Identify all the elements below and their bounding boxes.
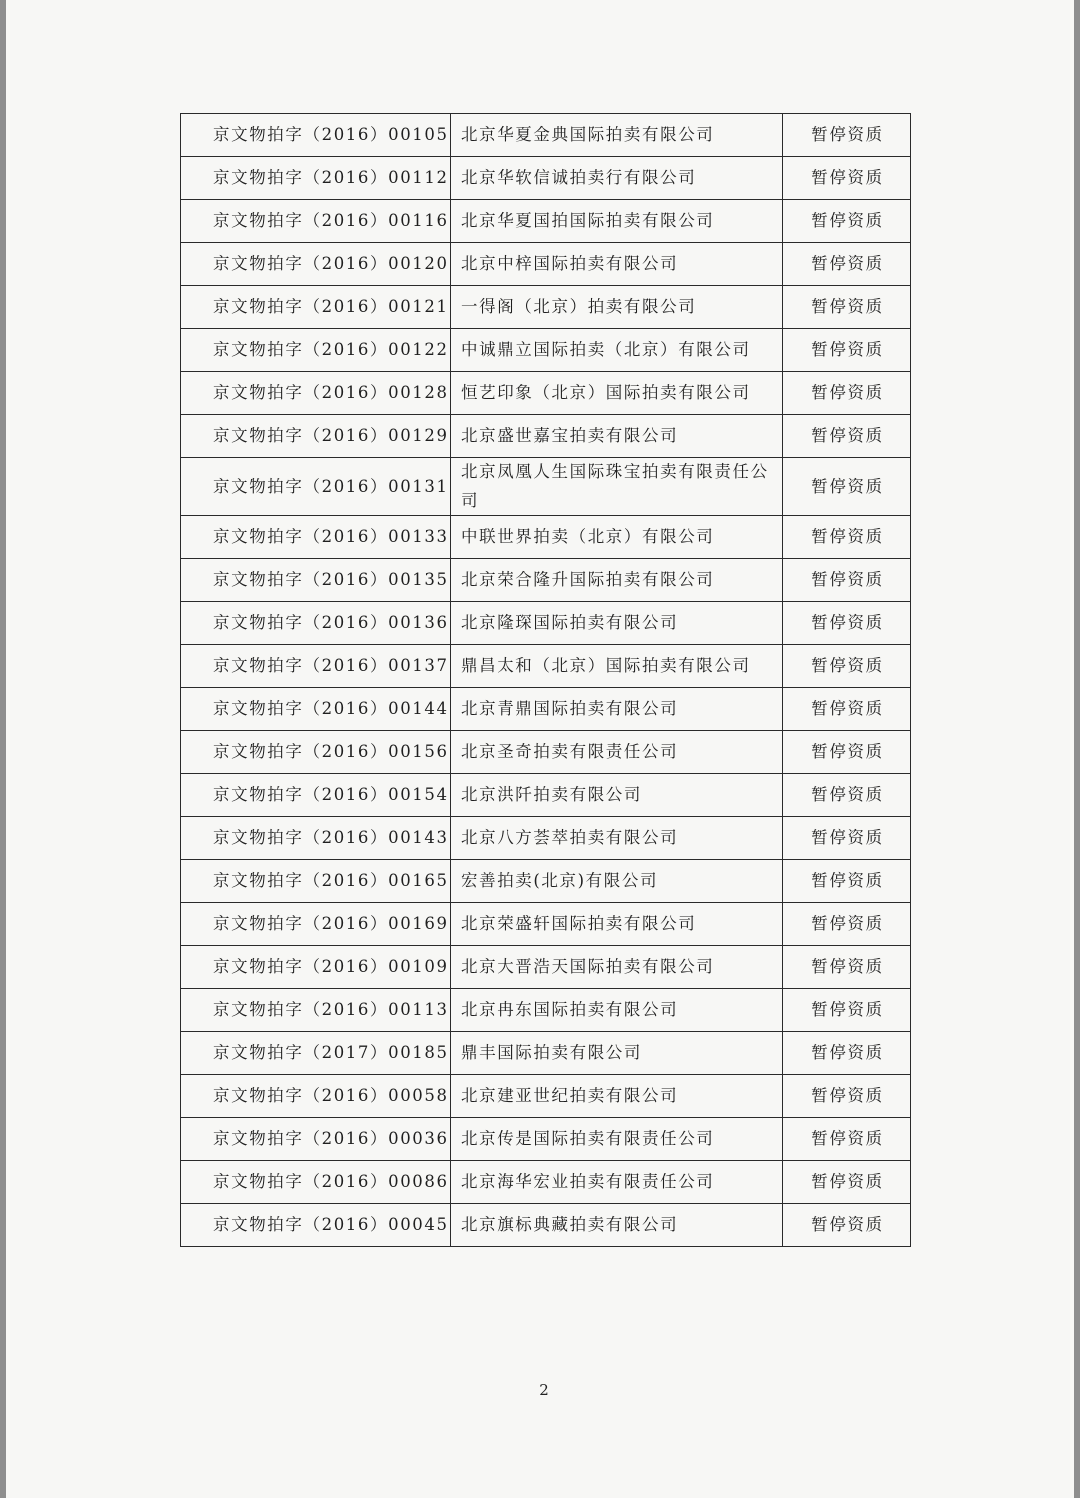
license-number-cell: 京文物拍字（2016）00121 xyxy=(181,286,451,329)
company-name-cell: 一得阁（北京）拍卖有限公司 xyxy=(451,286,783,329)
status-cell: 暂停资质 xyxy=(783,559,911,602)
table-row xyxy=(181,817,911,860)
company-name-cell: 北京盛世嘉宝拍卖有限公司 xyxy=(451,415,783,458)
status-cell: 暂停资质 xyxy=(783,1118,911,1161)
company-name-cell: 北京荣合隆升国际拍卖有限公司 xyxy=(451,559,783,602)
table-row xyxy=(181,372,911,415)
company-name-cell: 北京隆琛国际拍卖有限公司 xyxy=(451,602,783,645)
company-name-cell: 北京华夏金典国际拍卖有限公司 xyxy=(451,114,783,157)
status-cell: 暂停资质 xyxy=(783,329,911,372)
status-cell: 暂停资质 xyxy=(783,989,911,1032)
company-name-cell: 鼎丰国际拍卖有限公司 xyxy=(451,1032,783,1075)
status-cell: 暂停资质 xyxy=(783,286,911,329)
company-name-cell: 恒艺印象（北京）国际拍卖有限公司 xyxy=(451,372,783,415)
table-row xyxy=(181,860,911,903)
status-cell: 暂停资质 xyxy=(783,415,911,458)
status-cell: 暂停资质 xyxy=(783,903,911,946)
table-row xyxy=(181,602,911,645)
table-row xyxy=(181,1118,911,1161)
table-body xyxy=(181,114,911,1247)
license-number-cell: 京文物拍字（2016）00165 xyxy=(181,860,451,903)
company-name-cell: 鼎昌太和（北京）国际拍卖有限公司 xyxy=(451,645,783,688)
license-number-cell: 京文物拍字（2016）00116 xyxy=(181,200,451,243)
status-cell: 暂停资质 xyxy=(783,200,911,243)
company-name-cell: 北京洪阡拍卖有限公司 xyxy=(451,774,783,817)
company-name-cell: 北京凤凰人生国际珠宝拍卖有限责任公司 xyxy=(451,458,783,516)
status-cell: 暂停资质 xyxy=(783,688,911,731)
license-number-cell: 京文物拍字（2016）00045 xyxy=(181,1204,451,1247)
license-number-cell: 京文物拍字（2017）00185 xyxy=(181,1032,451,1075)
table-row xyxy=(181,243,911,286)
table-row xyxy=(181,1161,911,1204)
license-number-cell: 京文物拍字（2016）00129 xyxy=(181,415,451,458)
company-name-cell: 北京华夏国拍国际拍卖有限公司 xyxy=(451,200,783,243)
company-name-cell: 北京青鼎国际拍卖有限公司 xyxy=(451,688,783,731)
license-number-cell: 京文物拍字（2016）00135 xyxy=(181,559,451,602)
table-row xyxy=(181,458,911,516)
license-number-cell: 京文物拍字（2016）00144 xyxy=(181,688,451,731)
license-number-cell: 京文物拍字（2016）00113 xyxy=(181,989,451,1032)
license-number-cell: 京文物拍字（2016）00131 xyxy=(181,458,451,516)
table-row xyxy=(181,157,911,200)
status-cell: 暂停资质 xyxy=(783,946,911,989)
status-cell: 暂停资质 xyxy=(783,157,911,200)
document-page xyxy=(6,0,1074,1498)
table-row xyxy=(181,329,911,372)
license-number-cell: 京文物拍字（2016）00086 xyxy=(181,1161,451,1204)
license-number-cell: 京文物拍字（2016）00112 xyxy=(181,157,451,200)
table-row xyxy=(181,114,911,157)
company-name-cell: 北京建亚世纪拍卖有限公司 xyxy=(451,1075,783,1118)
license-number-cell: 京文物拍字（2016）00109 xyxy=(181,946,451,989)
status-cell: 暂停资质 xyxy=(783,1032,911,1075)
company-name-cell: 北京圣奇拍卖有限责任公司 xyxy=(451,731,783,774)
company-name-cell: 北京大晋浩天国际拍卖有限公司 xyxy=(451,946,783,989)
table-row xyxy=(181,1075,911,1118)
company-name-cell: 北京传是国际拍卖有限责任公司 xyxy=(451,1118,783,1161)
company-name-cell: 北京荣盛轩国际拍卖有限公司 xyxy=(451,903,783,946)
table-row xyxy=(181,645,911,688)
status-cell: 暂停资质 xyxy=(783,114,911,157)
table-row xyxy=(181,731,911,774)
license-number-cell: 京文物拍字（2016）00122 xyxy=(181,329,451,372)
status-cell: 暂停资质 xyxy=(783,731,911,774)
table-row xyxy=(181,200,911,243)
license-number-cell: 京文物拍字（2016）00036 xyxy=(181,1118,451,1161)
license-number-cell: 京文物拍字（2016）00120 xyxy=(181,243,451,286)
company-name-cell: 中联世界拍卖（北京）有限公司 xyxy=(451,516,783,559)
table-row xyxy=(181,516,911,559)
company-name-cell: 北京八方荟萃拍卖有限公司 xyxy=(451,817,783,860)
company-name-cell: 中诚鼎立国际拍卖（北京）有限公司 xyxy=(451,329,783,372)
license-number-cell: 京文物拍字（2016）00133 xyxy=(181,516,451,559)
page-number: 2 xyxy=(539,1381,549,1399)
company-name-cell: 北京冉东国际拍卖有限公司 xyxy=(451,989,783,1032)
table-row xyxy=(181,1032,911,1075)
status-cell: 暂停资质 xyxy=(783,1075,911,1118)
status-cell: 暂停资质 xyxy=(783,645,911,688)
table-row xyxy=(181,415,911,458)
license-number-cell: 京文物拍字（2016）00137 xyxy=(181,645,451,688)
company-name-cell: 北京中梓国际拍卖有限公司 xyxy=(451,243,783,286)
table-row xyxy=(181,559,911,602)
table-row xyxy=(181,946,911,989)
table-row xyxy=(181,989,911,1032)
status-cell: 暂停资质 xyxy=(783,372,911,415)
table-row xyxy=(181,1204,911,1247)
table-row xyxy=(181,688,911,731)
company-name-cell: 北京华软信诚拍卖行有限公司 xyxy=(451,157,783,200)
status-cell: 暂停资质 xyxy=(783,602,911,645)
license-number-cell: 京文物拍字（2016）00058 xyxy=(181,1075,451,1118)
company-name-cell: 北京海华宏业拍卖有限责任公司 xyxy=(451,1161,783,1204)
license-number-cell: 京文物拍字（2016）00154 xyxy=(181,774,451,817)
status-cell: 暂停资质 xyxy=(783,1204,911,1247)
status-cell: 暂停资质 xyxy=(783,458,911,516)
status-cell: 暂停资质 xyxy=(783,774,911,817)
license-number-cell: 京文物拍字（2016）00128 xyxy=(181,372,451,415)
status-cell: 暂停资质 xyxy=(783,516,911,559)
company-name-cell: 宏善拍卖(北京)有限公司 xyxy=(451,860,783,903)
table-row xyxy=(181,286,911,329)
license-number-cell: 京文物拍字（2016）00105 xyxy=(181,114,451,157)
status-cell: 暂停资质 xyxy=(783,243,911,286)
status-cell: 暂停资质 xyxy=(783,860,911,903)
company-name-cell: 北京旗标典藏拍卖有限公司 xyxy=(451,1204,783,1247)
table-row xyxy=(181,903,911,946)
license-number-cell: 京文物拍字（2016）00169 xyxy=(181,903,451,946)
status-cell: 暂停资质 xyxy=(783,1161,911,1204)
license-number-cell: 京文物拍字（2016）00156 xyxy=(181,731,451,774)
auction-license-table xyxy=(180,113,911,1247)
table-row xyxy=(181,774,911,817)
status-cell: 暂停资质 xyxy=(783,817,911,860)
license-number-cell: 京文物拍字（2016）00143 xyxy=(181,817,451,860)
license-number-cell: 京文物拍字（2016）00136 xyxy=(181,602,451,645)
